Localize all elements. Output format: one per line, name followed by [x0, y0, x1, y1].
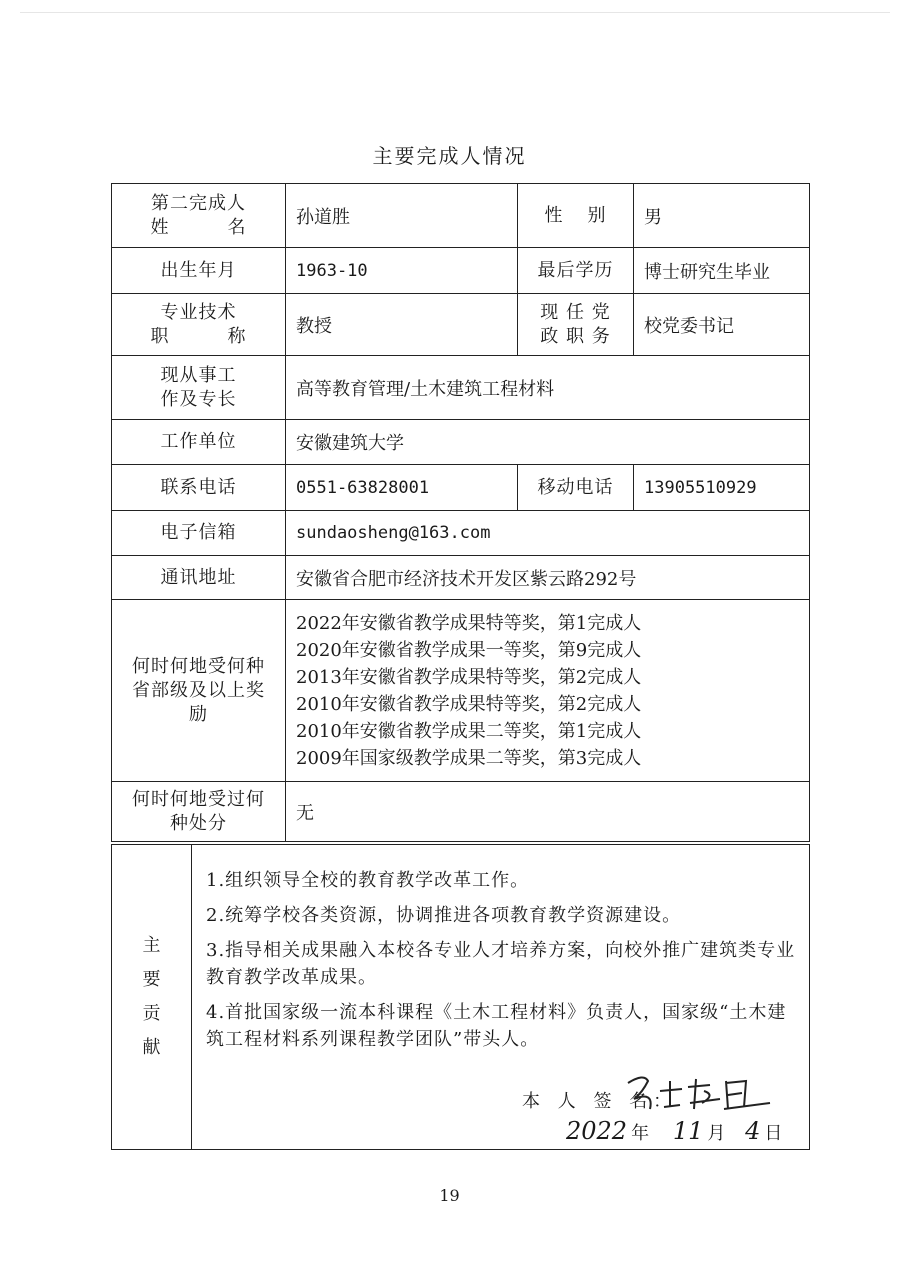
table-row	[112, 356, 810, 420]
tech-title-value: 教授	[286, 294, 518, 356]
punishment-label-line: 何时何地受过何	[132, 788, 265, 810]
list-item: 2009年国家级教学成果二等奖，第3完成人	[296, 747, 642, 769]
work-label	[112, 356, 286, 420]
contribution-table	[111, 844, 810, 1150]
table-row	[112, 511, 810, 556]
work-label-top: 现从事工	[160, 364, 237, 386]
table-row	[112, 465, 810, 511]
awards-label	[112, 600, 286, 782]
phone-label: 联系电话	[112, 465, 286, 511]
name-label-char: 姓	[150, 216, 170, 238]
contribution-label-char: 主	[142, 935, 161, 956]
education-label: 最后学历	[518, 248, 634, 294]
post-value: 校党委书记	[634, 294, 810, 356]
email-value: sundaosheng@163.com	[286, 511, 810, 556]
contribution-content	[192, 845, 810, 1150]
name-value: 孙道胜	[286, 184, 518, 248]
list-item: 2013年安徽省教学成果特等奖，第2完成人	[296, 666, 642, 688]
table-row	[112, 184, 810, 248]
education-value: 博士研究生毕业	[634, 248, 810, 294]
work-value: 高等教育管理/土木建筑工程材料	[286, 356, 810, 420]
page-number: 19	[439, 1186, 460, 1205]
mobile-label: 移动电话	[518, 465, 634, 511]
awards-list	[286, 600, 810, 782]
table-row	[112, 294, 810, 356]
awards-label-line: 励	[189, 703, 208, 725]
date-month: 11	[672, 1117, 704, 1145]
table-row	[112, 782, 810, 842]
contribution-label-char: 要	[142, 969, 161, 990]
punishment-label	[112, 782, 286, 842]
birth-label: 出生年月	[112, 248, 286, 294]
tech-title-label-top: 专业技术	[160, 301, 237, 323]
gender-label	[518, 184, 634, 248]
person-info-table	[111, 183, 810, 842]
table-row	[112, 420, 810, 465]
list-item: 2022年安徽省教学成果特等奖，第1完成人	[296, 612, 642, 634]
contribution-label-char: 贡	[142, 1003, 161, 1024]
table-row	[112, 600, 810, 782]
signature-date	[562, 1117, 782, 1145]
table-row	[112, 556, 810, 600]
mobile-value: 13905510929	[634, 465, 810, 511]
rank-label: 第二完成人	[151, 192, 246, 214]
page-top-border	[20, 12, 890, 13]
address-value: 安徽省合肥市经济技术开发区紫云路292号	[286, 556, 810, 600]
date-month-unit: 月	[707, 1123, 726, 1144]
contribution-item: 1.组织领导全校的教育教学改革工作。	[206, 870, 530, 891]
employer-label: 工作单位	[112, 420, 286, 465]
employer-value: 安徽建筑大学	[286, 420, 810, 465]
punishment-value: 无	[286, 782, 810, 842]
birth-value: 1963-10	[286, 248, 518, 294]
gender-label-char: 性	[544, 204, 564, 226]
contribution-item: 4.首批国家级一流本科课程《土木工程材料》负责人，国家级“土木建筑工程材料系列课程教学团队”带头人。	[206, 1002, 787, 1050]
phone-value: 0551-63828001	[286, 465, 518, 511]
contribution-item: 2.统筹学校各类资源，协调推进各项教育教学资源建设。	[206, 905, 682, 926]
name-label-char: 名	[227, 216, 247, 238]
gender-label-char: 别	[587, 204, 607, 226]
date-year-unit: 年	[631, 1123, 650, 1144]
table-row	[112, 845, 810, 1150]
list-item: 2020年安徽省教学成果一等奖，第9完成人	[296, 639, 642, 661]
handwritten-signature	[624, 1073, 774, 1113]
post-label-top: 现 任 党	[540, 301, 611, 323]
tech-title-label	[112, 294, 286, 356]
tech-title-label-char: 职	[150, 325, 170, 347]
contribution-item: 3.指导相关成果融入本校各专业人才培养方案，向校外推广建筑类专业教育教学改革成果。	[206, 940, 796, 988]
tech-title-label-char: 称	[227, 325, 247, 347]
post-label	[518, 294, 634, 356]
gender-value: 男	[634, 184, 810, 248]
list-item: 2010年安徽省教学成果特等奖，第2完成人	[296, 693, 642, 715]
punishment-label-line: 种处分	[170, 812, 227, 834]
address-label: 通讯地址	[112, 556, 286, 600]
table-row	[112, 248, 810, 294]
date-day-unit: 日	[764, 1123, 783, 1144]
awards-label-line: 省部级及以上奖	[132, 679, 265, 701]
contribution-label	[112, 845, 192, 1150]
name-label	[112, 184, 286, 248]
email-label: 电子信箱	[112, 511, 286, 556]
page-title: 主要完成人情况	[372, 144, 527, 168]
date-year: 2022	[566, 1117, 628, 1145]
contribution-label-char: 献	[142, 1037, 161, 1058]
awards-label-line: 何时何地受何种	[132, 655, 265, 677]
list-item: 2010年安徽省教学成果二等奖，第1完成人	[296, 720, 642, 742]
post-label-bottom: 政 职 务	[540, 325, 611, 347]
work-label-bottom: 作及专长	[160, 388, 237, 410]
date-day: 4	[745, 1117, 761, 1145]
signature-label: 本 人 签 名：	[522, 1091, 678, 1112]
